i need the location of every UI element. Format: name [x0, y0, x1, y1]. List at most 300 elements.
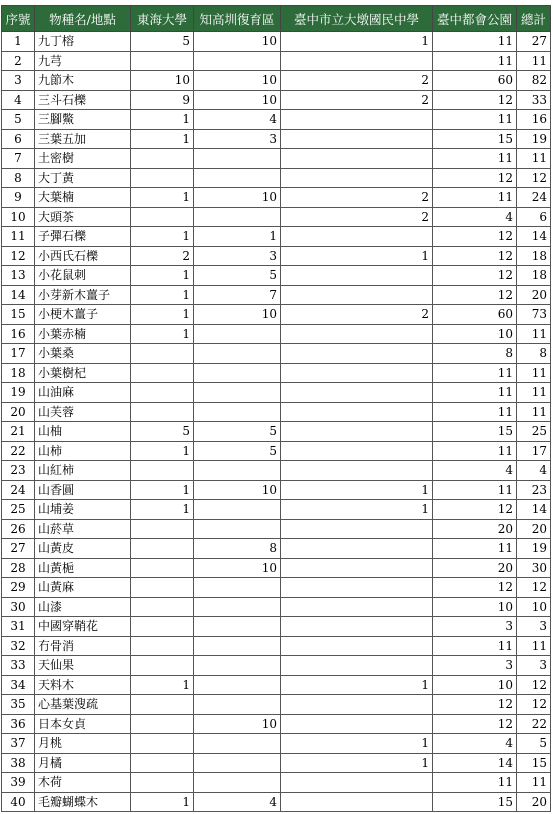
cell-park: 12: [433, 90, 517, 110]
cell-dadun: [281, 695, 433, 715]
table-row: [2, 422, 551, 442]
cell-zhigaozhun: [194, 695, 281, 715]
cell-dadun: 1: [281, 32, 433, 52]
cell-zhigaozhun: 3: [194, 129, 281, 149]
cell-dadun: [281, 324, 433, 344]
cell-seq: 7: [2, 149, 35, 169]
cell-seq: 32: [2, 636, 35, 656]
cell-dadun: [281, 773, 433, 793]
cell-dadun: [281, 539, 433, 559]
cell-seq: 6: [2, 129, 35, 149]
cell-seq: 25: [2, 500, 35, 520]
cell-species: 木荷: [35, 773, 131, 793]
table-row: [2, 675, 551, 695]
cell-zhigaozhun: [194, 753, 281, 773]
cell-total: 11: [517, 324, 551, 344]
cell-species: 三腳鱉: [35, 110, 131, 130]
cell-dadun: [281, 402, 433, 422]
cell-tunghai: 1: [131, 500, 194, 520]
cell-dadun: 2: [281, 207, 433, 227]
cell-total: 3: [517, 656, 551, 676]
cell-species: 山香圓: [35, 480, 131, 500]
cell-zhigaozhun: 10: [194, 558, 281, 578]
cell-seq: 28: [2, 558, 35, 578]
cell-total: 20: [517, 792, 551, 812]
cell-tunghai: [131, 656, 194, 676]
cell-species: 三斗石櫟: [35, 90, 131, 110]
table-row: [2, 695, 551, 715]
header-metropolitan-park: 臺中都會公園: [433, 6, 517, 32]
cell-tunghai: 10: [131, 71, 194, 91]
table-row: [2, 461, 551, 481]
cell-park: 12: [433, 714, 517, 734]
cell-total: 27: [517, 32, 551, 52]
cell-park: 11: [433, 480, 517, 500]
cell-total: 25: [517, 422, 551, 442]
cell-seq: 2: [2, 51, 35, 71]
cell-tunghai: 1: [131, 227, 194, 247]
cell-total: 10: [517, 597, 551, 617]
cell-park: 11: [433, 441, 517, 461]
cell-total: 11: [517, 363, 551, 383]
header-tunghai: 東海大學: [131, 6, 194, 32]
cell-total: 3: [517, 617, 551, 637]
cell-seq: 4: [2, 90, 35, 110]
cell-zhigaozhun: [194, 51, 281, 71]
table-row: [2, 402, 551, 422]
cell-dadun: [281, 149, 433, 169]
cell-seq: 33: [2, 656, 35, 676]
cell-park: 11: [433, 402, 517, 422]
cell-tunghai: [131, 207, 194, 227]
cell-park: 10: [433, 324, 517, 344]
cell-dadun: 2: [281, 305, 433, 325]
cell-dadun: 1: [281, 734, 433, 754]
cell-total: 17: [517, 441, 551, 461]
table-row: [2, 324, 551, 344]
cell-total: 33: [517, 90, 551, 110]
cell-tunghai: 1: [131, 675, 194, 695]
cell-species: 山柚: [35, 422, 131, 442]
cell-seq: 1: [2, 32, 35, 52]
cell-dadun: [281, 344, 433, 364]
cell-zhigaozhun: 3: [194, 246, 281, 266]
cell-dadun: [281, 363, 433, 383]
cell-zhigaozhun: [194, 578, 281, 598]
cell-species: 小梗木薑子: [35, 305, 131, 325]
cell-park: 4: [433, 734, 517, 754]
cell-zhigaozhun: 5: [194, 422, 281, 442]
cell-tunghai: [131, 383, 194, 403]
cell-dadun: 2: [281, 188, 433, 208]
cell-park: 11: [433, 110, 517, 130]
table-row: [2, 227, 551, 247]
cell-total: 20: [517, 285, 551, 305]
cell-zhigaozhun: [194, 734, 281, 754]
cell-species: 土密樹: [35, 149, 131, 169]
table-row: [2, 110, 551, 130]
cell-zhigaozhun: [194, 402, 281, 422]
header-row: [2, 6, 551, 32]
table-row: [2, 266, 551, 286]
table-row: [2, 539, 551, 559]
cell-zhigaozhun: [194, 617, 281, 637]
cell-zhigaozhun: [194, 461, 281, 481]
cell-zhigaozhun: 8: [194, 539, 281, 559]
cell-zhigaozhun: [194, 207, 281, 227]
cell-species: 月桃: [35, 734, 131, 754]
cell-park: 10: [433, 597, 517, 617]
cell-zhigaozhun: 10: [194, 71, 281, 91]
table-row: [2, 285, 551, 305]
cell-tunghai: [131, 461, 194, 481]
table-row: [2, 597, 551, 617]
cell-zhigaozhun: [194, 383, 281, 403]
cell-seq: 35: [2, 695, 35, 715]
cell-species: 日本女貞: [35, 714, 131, 734]
cell-total: 73: [517, 305, 551, 325]
cell-total: 30: [517, 558, 551, 578]
cell-species: 九丁榕: [35, 32, 131, 52]
cell-dadun: [281, 285, 433, 305]
cell-tunghai: 1: [131, 266, 194, 286]
table-row: [2, 344, 551, 364]
cell-dadun: [281, 578, 433, 598]
cell-park: 11: [433, 636, 517, 656]
cell-dadun: [281, 168, 433, 188]
cell-species: 山紅柿: [35, 461, 131, 481]
cell-zhigaozhun: 10: [194, 714, 281, 734]
cell-tunghai: [131, 578, 194, 598]
cell-park: 11: [433, 363, 517, 383]
cell-seq: 22: [2, 441, 35, 461]
cell-park: 11: [433, 51, 517, 71]
cell-total: 18: [517, 246, 551, 266]
cell-seq: 14: [2, 285, 35, 305]
header-species: 物種名/地點: [35, 6, 131, 32]
cell-zhigaozhun: [194, 773, 281, 793]
table-row: [2, 149, 551, 169]
cell-park: 10: [433, 675, 517, 695]
cell-total: 19: [517, 129, 551, 149]
table-row: [2, 305, 551, 325]
cell-park: 12: [433, 246, 517, 266]
cell-seq: 34: [2, 675, 35, 695]
cell-park: 12: [433, 227, 517, 247]
cell-park: 12: [433, 168, 517, 188]
cell-species: 小西氏石櫟: [35, 246, 131, 266]
cell-dadun: 1: [281, 500, 433, 520]
cell-zhigaozhun: 7: [194, 285, 281, 305]
cell-species: 大葉楠: [35, 188, 131, 208]
cell-species: 山柿: [35, 441, 131, 461]
cell-park: 11: [433, 539, 517, 559]
cell-zhigaozhun: [194, 363, 281, 383]
cell-park: 60: [433, 71, 517, 91]
cell-species: 心基葉溲疏: [35, 695, 131, 715]
cell-seq: 19: [2, 383, 35, 403]
cell-dadun: [281, 636, 433, 656]
cell-tunghai: 1: [131, 441, 194, 461]
cell-total: 22: [517, 714, 551, 734]
cell-species: 三葉五加: [35, 129, 131, 149]
cell-dadun: 1: [281, 753, 433, 773]
cell-total: 15: [517, 753, 551, 773]
cell-tunghai: [131, 344, 194, 364]
cell-tunghai: [131, 539, 194, 559]
cell-total: 24: [517, 188, 551, 208]
cell-seq: 26: [2, 519, 35, 539]
table-row: [2, 383, 551, 403]
cell-total: 11: [517, 773, 551, 793]
table-row: [2, 207, 551, 227]
cell-dadun: 1: [281, 675, 433, 695]
cell-seq: 36: [2, 714, 35, 734]
cell-tunghai: 5: [131, 32, 194, 52]
cell-tunghai: [131, 695, 194, 715]
cell-tunghai: [131, 149, 194, 169]
table-row: [2, 519, 551, 539]
cell-seq: 40: [2, 792, 35, 812]
cell-park: 60: [433, 305, 517, 325]
cell-total: 11: [517, 383, 551, 403]
cell-tunghai: [131, 51, 194, 71]
cell-tunghai: 1: [131, 305, 194, 325]
cell-seq: 20: [2, 402, 35, 422]
cell-zhigaozhun: 10: [194, 188, 281, 208]
cell-dadun: 1: [281, 246, 433, 266]
cell-zhigaozhun: 4: [194, 110, 281, 130]
cell-species: 九芎: [35, 51, 131, 71]
table-row: [2, 578, 551, 598]
cell-species: 小葉桑: [35, 344, 131, 364]
cell-tunghai: 1: [131, 285, 194, 305]
cell-tunghai: 1: [131, 129, 194, 149]
cell-park: 14: [433, 753, 517, 773]
cell-zhigaozhun: 4: [194, 792, 281, 812]
cell-species: 山黃皮: [35, 539, 131, 559]
cell-dadun: [281, 422, 433, 442]
cell-tunghai: [131, 402, 194, 422]
cell-park: 12: [433, 500, 517, 520]
cell-seq: 16: [2, 324, 35, 344]
cell-zhigaozhun: [194, 656, 281, 676]
header-dadun-junior-high: 臺中市立大墩國民中學: [281, 6, 433, 32]
cell-dadun: [281, 129, 433, 149]
cell-total: 20: [517, 519, 551, 539]
cell-dadun: [281, 266, 433, 286]
cell-dadun: [281, 714, 433, 734]
cell-dadun: [281, 519, 433, 539]
cell-dadun: [281, 597, 433, 617]
cell-park: 3: [433, 617, 517, 637]
cell-seq: 38: [2, 753, 35, 773]
cell-species: 毛瓣蝴蝶木: [35, 792, 131, 812]
cell-seq: 39: [2, 773, 35, 793]
cell-tunghai: [131, 168, 194, 188]
table-row: [2, 71, 551, 91]
cell-dadun: [281, 656, 433, 676]
cell-tunghai: 5: [131, 422, 194, 442]
cell-zhigaozhun: 10: [194, 90, 281, 110]
cell-zhigaozhun: 5: [194, 441, 281, 461]
cell-park: 15: [433, 129, 517, 149]
cell-dadun: 1: [281, 480, 433, 500]
header-seq: 序號: [2, 6, 35, 32]
cell-park: 4: [433, 207, 517, 227]
table-row: [2, 246, 551, 266]
cell-seq: 12: [2, 246, 35, 266]
cell-seq: 9: [2, 188, 35, 208]
cell-seq: 11: [2, 227, 35, 247]
cell-seq: 27: [2, 539, 35, 559]
cell-seq: 21: [2, 422, 35, 442]
cell-species: 大頭茶: [35, 207, 131, 227]
cell-tunghai: 1: [131, 324, 194, 344]
cell-tunghai: [131, 734, 194, 754]
cell-dadun: [281, 617, 433, 637]
cell-total: 12: [517, 168, 551, 188]
table-row: [2, 168, 551, 188]
cell-zhigaozhun: 10: [194, 32, 281, 52]
cell-dadun: [281, 383, 433, 403]
table-row: [2, 773, 551, 793]
table-row: [2, 90, 551, 110]
cell-park: 8: [433, 344, 517, 364]
cell-total: 12: [517, 578, 551, 598]
table-row: [2, 441, 551, 461]
table-row: [2, 714, 551, 734]
table-row: [2, 617, 551, 637]
cell-dadun: [281, 51, 433, 71]
cell-park: 11: [433, 773, 517, 793]
cell-species: 山芙蓉: [35, 402, 131, 422]
cell-tunghai: 9: [131, 90, 194, 110]
cell-seq: 18: [2, 363, 35, 383]
cell-dadun: [281, 227, 433, 247]
cell-total: 19: [517, 539, 551, 559]
cell-park: 12: [433, 266, 517, 286]
cell-park: 12: [433, 695, 517, 715]
cell-seq: 31: [2, 617, 35, 637]
table-row: [2, 636, 551, 656]
cell-species: 山埔姜: [35, 500, 131, 520]
cell-species: 山漆: [35, 597, 131, 617]
cell-total: 4: [517, 461, 551, 481]
table-row: [2, 656, 551, 676]
cell-tunghai: 1: [131, 110, 194, 130]
cell-zhigaozhun: 10: [194, 480, 281, 500]
table-row: [2, 734, 551, 754]
cell-species: 小葉赤楠: [35, 324, 131, 344]
cell-zhigaozhun: [194, 168, 281, 188]
cell-zhigaozhun: 1: [194, 227, 281, 247]
cell-tunghai: [131, 597, 194, 617]
header-total: 總計: [517, 6, 551, 32]
cell-zhigaozhun: [194, 344, 281, 364]
species-table: [1, 5, 551, 812]
cell-total: 23: [517, 480, 551, 500]
cell-species: 大丁黃: [35, 168, 131, 188]
cell-park: 11: [433, 383, 517, 403]
cell-total: 6: [517, 207, 551, 227]
cell-park: 3: [433, 656, 517, 676]
table-row: [2, 792, 551, 812]
cell-park: 15: [433, 422, 517, 442]
cell-species: 小花鼠刺: [35, 266, 131, 286]
table-row: [2, 51, 551, 71]
cell-dadun: [281, 558, 433, 578]
cell-species: 九節木: [35, 71, 131, 91]
cell-park: 4: [433, 461, 517, 481]
cell-species: 山油麻: [35, 383, 131, 403]
cell-seq: 17: [2, 344, 35, 364]
cell-species: 山黃麻: [35, 578, 131, 598]
cell-zhigaozhun: [194, 149, 281, 169]
cell-park: 20: [433, 558, 517, 578]
cell-park: 15: [433, 792, 517, 812]
cell-seq: 5: [2, 110, 35, 130]
cell-tunghai: 1: [131, 188, 194, 208]
cell-dadun: [281, 441, 433, 461]
cell-tunghai: [131, 773, 194, 793]
cell-total: 12: [517, 675, 551, 695]
cell-park: 11: [433, 149, 517, 169]
cell-park: 11: [433, 32, 517, 52]
cell-tunghai: 1: [131, 480, 194, 500]
table-row: [2, 363, 551, 383]
cell-zhigaozhun: 10: [194, 305, 281, 325]
table-body: [2, 32, 551, 812]
cell-zhigaozhun: [194, 597, 281, 617]
cell-dadun: 2: [281, 90, 433, 110]
cell-total: 5: [517, 734, 551, 754]
cell-tunghai: [131, 714, 194, 734]
cell-species: 冇骨消: [35, 636, 131, 656]
cell-seq: 24: [2, 480, 35, 500]
table-row: [2, 558, 551, 578]
cell-total: 12: [517, 695, 551, 715]
cell-species: 小芽新木薑子: [35, 285, 131, 305]
cell-zhigaozhun: [194, 324, 281, 344]
cell-zhigaozhun: 5: [194, 266, 281, 286]
cell-zhigaozhun: [194, 636, 281, 656]
cell-tunghai: [131, 363, 194, 383]
header-zhigaozhun: 知高圳復育區: [194, 6, 281, 32]
cell-dadun: [281, 461, 433, 481]
cell-species: 中國穿鞘花: [35, 617, 131, 637]
cell-species: 山黃梔: [35, 558, 131, 578]
cell-total: 82: [517, 71, 551, 91]
cell-tunghai: 2: [131, 246, 194, 266]
cell-total: 14: [517, 227, 551, 247]
cell-species: 天料木: [35, 675, 131, 695]
table-row: [2, 500, 551, 520]
cell-zhigaozhun: [194, 675, 281, 695]
table-row: [2, 129, 551, 149]
cell-park: 12: [433, 285, 517, 305]
cell-tunghai: [131, 753, 194, 773]
cell-seq: 15: [2, 305, 35, 325]
cell-total: 11: [517, 402, 551, 422]
cell-species: 小葉樹杞: [35, 363, 131, 383]
cell-total: 11: [517, 51, 551, 71]
cell-tunghai: [131, 519, 194, 539]
cell-species: 天仙果: [35, 656, 131, 676]
cell-seq: 3: [2, 71, 35, 91]
cell-tunghai: 1: [131, 792, 194, 812]
cell-zhigaozhun: [194, 500, 281, 520]
